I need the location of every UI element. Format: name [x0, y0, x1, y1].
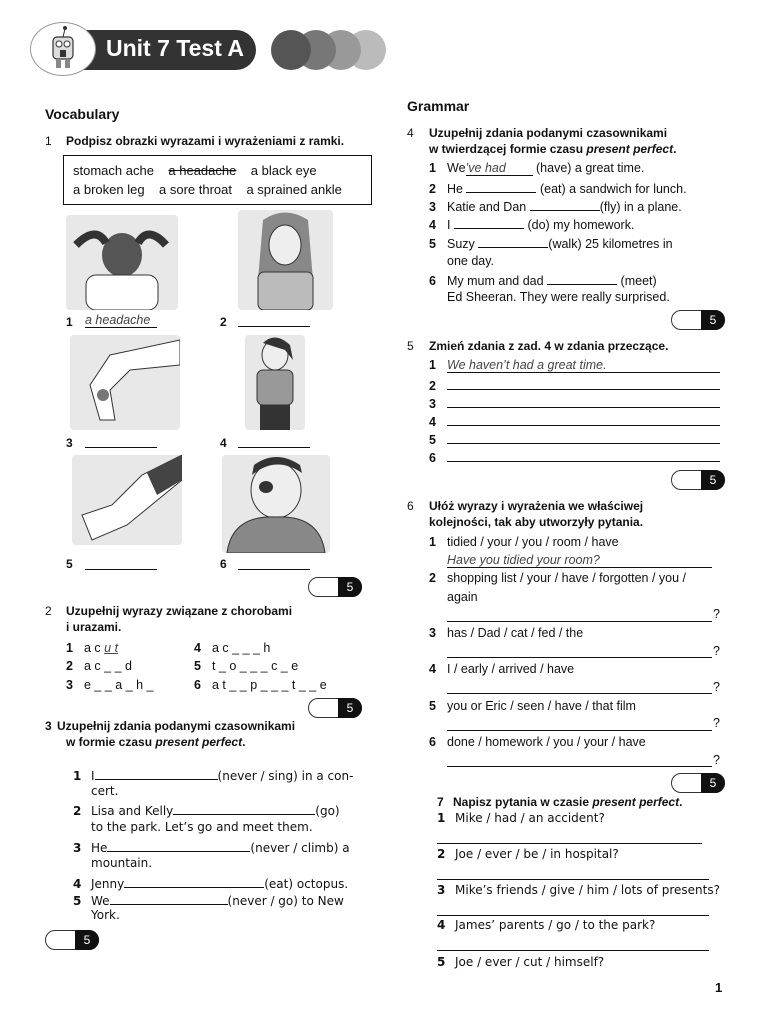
score-box-q5[interactable] — [671, 470, 725, 490]
answer-line[interactable] — [437, 843, 702, 844]
q2-item-4 — [194, 641, 270, 655]
q6-item-6 — [429, 735, 646, 749]
q3-text: (go) — [315, 804, 340, 818]
answer-line[interactable] — [447, 621, 712, 622]
q3-item-1-cont: cert. — [91, 784, 119, 798]
q4-item-3 — [429, 198, 682, 214]
q7-instruction — [437, 794, 682, 810]
q2-word-frame[interactable]: a t _ _ p _ _ _ t _ _ e — [212, 678, 327, 692]
header-decor-circle — [271, 30, 311, 70]
q3-text: Jenny — [91, 877, 125, 891]
score-box-q6[interactable] — [671, 773, 725, 793]
q5-item-4 — [429, 413, 720, 429]
q4-number: 4 — [407, 126, 414, 140]
score-max: 5 — [701, 470, 725, 490]
q7-words: Joe / ever / cut / himself? — [455, 955, 605, 969]
picture-label-1: 1 — [66, 315, 73, 329]
grammar-heading: Grammar — [407, 98, 470, 114]
item-number: 4 — [429, 415, 436, 429]
q6-item-5 — [429, 699, 636, 713]
q4-item-6 — [429, 272, 657, 288]
item-number: 2 — [73, 804, 82, 818]
q2-number: 2 — [45, 604, 52, 618]
q3-item-4 — [73, 875, 348, 891]
picture-label-6: 6 — [220, 557, 227, 571]
q3-text: (never / climb) a — [250, 841, 350, 855]
q7-item-4 — [437, 918, 655, 932]
q6-words: I / early / arrived / have — [447, 662, 575, 676]
q3-item-3-cont: mountain. — [91, 856, 153, 870]
q7-instruction-text: Napisz pytania w czasie — [453, 795, 593, 809]
vocabulary-heading: Vocabulary — [45, 106, 120, 122]
item-number: 2 — [429, 379, 436, 393]
q3-item-2-cont: to the park. Let’s go and meet them. — [91, 820, 313, 834]
q6-item-2-cont: again — [447, 590, 478, 604]
q1-instruction: Podpisz obrazki wyrazami i wyrażeniami z ramki. — [66, 134, 345, 148]
word-box-item: a black eye — [250, 163, 317, 178]
q4-item-1 — [429, 161, 644, 176]
answer-line[interactable] — [238, 326, 310, 327]
answer-line[interactable] — [530, 198, 600, 211]
q4-text: (do) my homework. — [527, 218, 635, 232]
answer-line[interactable] — [454, 216, 524, 229]
answer-line[interactable] — [547, 272, 617, 285]
q7-item-2 — [437, 847, 619, 861]
q2-example-answer: u t — [104, 641, 119, 655]
q3-tense: present perfect — [155, 735, 243, 749]
q5-item-6 — [429, 449, 720, 465]
word-box-row-1 — [73, 163, 317, 178]
unit-header-bar — [56, 30, 396, 70]
q5-item-5 — [429, 431, 720, 447]
answer-line[interactable] — [447, 693, 712, 694]
q4-text: He — [447, 182, 463, 196]
question-mark: ? — [713, 644, 720, 658]
q3-instruction-end: . — [242, 735, 246, 749]
q4-item-5-cont: one day. — [447, 254, 495, 268]
answer-line[interactable] — [238, 447, 310, 448]
item-number: 1 — [437, 811, 446, 825]
unit-title: Unit 7 Test A — [106, 35, 245, 61]
q4-text: We — [447, 161, 466, 175]
word-box-item: stomach ache — [73, 163, 154, 178]
q2-word-frame: a c — [84, 641, 105, 655]
q4-item-2 — [429, 180, 687, 196]
item-number: 2 — [429, 182, 436, 196]
q1-number: 1 — [45, 134, 52, 148]
q6-words: tidied / your / you / room / have — [447, 535, 619, 549]
picture-label-3: 3 — [66, 436, 73, 450]
answer-line[interactable] — [437, 915, 709, 916]
answer-line[interactable] — [466, 180, 536, 193]
q3-item-2 — [73, 802, 340, 818]
q4-item-6-cont: Ed Sheeran. They were really surprised. — [447, 290, 670, 304]
q2-instruction — [66, 603, 292, 635]
q7-words: Mike’s friends / give / him / lots of presents? — [455, 883, 720, 897]
q5-item-2 — [429, 377, 720, 393]
answer-line[interactable] — [173, 802, 315, 815]
q5-instruction: Zmień zdania z zad. 4 w zdania przeczące. — [429, 339, 669, 353]
q5-example-answer: We haven’t had a great time. — [447, 358, 720, 373]
page-number: 1 — [715, 980, 723, 995]
item-number: 5 — [429, 237, 436, 251]
answer-line[interactable] — [107, 839, 250, 852]
answer-line[interactable] — [95, 767, 218, 780]
item-number: 6 — [429, 451, 436, 465]
picture-label-5: 5 — [66, 557, 73, 571]
q3-item-5-cont: York. — [91, 908, 120, 922]
q3-text: (never / sing) in a con- — [217, 769, 354, 783]
q2-word-frame[interactable]: a c _ _ _ h — [212, 641, 271, 655]
answer-line[interactable] — [478, 235, 548, 248]
word-box-item-used: a headache — [168, 163, 237, 178]
q6-item-3 — [429, 626, 583, 640]
q4-item-5 — [429, 235, 673, 251]
q4-text: I — [447, 218, 451, 232]
picture-black-eye — [222, 455, 330, 553]
item-number: 4 — [194, 641, 201, 655]
answer-line[interactable] — [447, 449, 720, 462]
q3-text: We — [91, 894, 110, 908]
q6-instruction-line-2: kolejności, tak aby utworzyły pytania. — [429, 515, 644, 529]
q2-item-2 — [66, 659, 132, 673]
item-number: 4 — [429, 218, 436, 232]
q2-instruction-line-1: Uzupełnij wyrazy związane z chorobami — [66, 604, 293, 618]
q3-item-3 — [73, 839, 350, 855]
q4-text: Suzy — [447, 237, 475, 251]
q3-text: He — [91, 841, 108, 855]
item-number: 3 — [66, 678, 73, 692]
item-number: 5 — [429, 699, 436, 713]
word-box-item: a broken leg — [73, 182, 145, 197]
score-max: 5 — [338, 577, 362, 597]
q2-item-5 — [194, 659, 298, 673]
q4-instruction-line-1: Uzupełnij zdania podanymi czasownikami — [429, 126, 668, 140]
item-number: 4 — [437, 918, 446, 932]
score-box-q2[interactable] — [308, 698, 362, 718]
q6-example-answer: Have you tidied your room? — [447, 553, 712, 568]
q6-words: you or Eric / seen / have / that film — [447, 699, 636, 713]
q4-instruction — [429, 125, 676, 157]
q6-instruction-line-1: Ułóż wyrazy i wyrażenia we właściwej — [429, 499, 644, 513]
score-box-q4[interactable] — [671, 310, 725, 330]
item-number: 1 — [429, 535, 436, 549]
item-number: 3 — [437, 883, 446, 897]
q5-item-1 — [429, 358, 720, 373]
item-number: 6 — [429, 274, 436, 288]
q7-item-3 — [437, 883, 720, 897]
q4-item-4 — [429, 216, 634, 232]
item-number: 6 — [429, 735, 436, 749]
q3-instruction-line-2: w formie czasu — [66, 735, 156, 749]
q7-item-1 — [437, 811, 605, 825]
q6-item-4 — [429, 662, 574, 676]
answer-line[interactable] — [447, 766, 712, 767]
picture-sprained-ankle — [72, 455, 182, 545]
item-number: 2 — [437, 847, 446, 861]
q6-instruction — [429, 498, 643, 530]
q2-item-6 — [194, 678, 327, 692]
q3-instruction — [57, 718, 295, 750]
item-number: 5 — [194, 659, 201, 673]
q2-word-frame[interactable]: a c _ _ d — [84, 659, 132, 673]
word-box-row-2 — [73, 182, 342, 197]
question-mark: ? — [713, 607, 720, 621]
q4-instruction-line-2: w twierdzącej formie czasu — [429, 142, 587, 156]
item-number: 5 — [429, 433, 436, 447]
word-box-item: a sore throat — [159, 182, 233, 197]
item-number: 3 — [73, 841, 82, 855]
q3-text: I — [91, 769, 95, 783]
q2-item-3 — [66, 678, 154, 692]
q7-item-5 — [437, 955, 604, 969]
q2-instruction-line-2: i urazami. — [66, 620, 122, 634]
picture-stomach-ache — [245, 335, 305, 430]
answer-line[interactable] — [447, 377, 720, 390]
q6-item-2 — [429, 571, 686, 585]
picture-label-2: 2 — [220, 315, 227, 329]
q6-number: 6 — [407, 499, 414, 513]
answer-line[interactable] — [437, 950, 709, 951]
question-mark: ? — [713, 753, 720, 767]
q4-text: (fly) in a plane. — [599, 200, 682, 214]
q5-number: 5 — [407, 339, 414, 353]
q4-tense: present perfect — [586, 142, 674, 156]
item-number: 5 — [73, 894, 82, 908]
q4-text: Katie and Dan — [447, 200, 527, 214]
item-number: 1 — [73, 769, 82, 783]
item-number: 3 — [429, 200, 436, 214]
q3-text: (never / go) to New — [227, 894, 344, 908]
q7-tense: present perfect — [592, 795, 680, 809]
q7-words: James’ parents / go / to the park? — [455, 918, 656, 932]
q4-text: (meet) — [620, 274, 657, 288]
q3-text: Lisa and Kelly — [91, 804, 174, 818]
answer-line[interactable] — [447, 413, 720, 426]
score-max: 5 — [338, 698, 362, 718]
q3-number: 3 — [45, 719, 52, 733]
answer-line[interactable] — [85, 447, 157, 448]
answer-line[interactable] — [238, 569, 310, 570]
picture-broken-leg — [70, 335, 180, 430]
q5-item-3 — [429, 395, 720, 411]
q4-text: My mum and dad — [447, 274, 544, 288]
item-number: 5 — [437, 955, 446, 969]
item-number: 1 — [429, 358, 436, 372]
q3-item-5 — [73, 892, 344, 908]
q1-example-answer: a headache — [85, 313, 157, 328]
q3-item-1 — [73, 767, 353, 783]
picture-label-4: 4 — [220, 436, 227, 450]
answer-line[interactable] — [124, 875, 264, 888]
q3-text: (eat) octopus. — [264, 877, 349, 891]
item-number: 6 — [194, 678, 201, 692]
q7-instruction-end: . — [679, 795, 683, 809]
q2-word-frame[interactable]: e _ _ a _ h _ — [84, 678, 154, 692]
q4-instruction-end: . — [673, 142, 677, 156]
score-max: 5 — [701, 773, 725, 793]
item-number: 2 — [429, 571, 436, 585]
word-box-item: a sprained ankle — [246, 182, 342, 197]
q2-item-1 — [66, 641, 118, 655]
question-mark: ? — [713, 716, 720, 730]
q7-words: Joe / ever / be / in hospital? — [455, 847, 619, 861]
item-number: 1 — [66, 641, 73, 655]
item-number: 2 — [66, 659, 73, 673]
question-mark: ? — [713, 680, 720, 694]
picture-sore-throat — [238, 210, 333, 310]
q6-words: has / Dad / cat / fed / the — [447, 626, 584, 640]
q6-words: shopping list / your / have / forgotten / you / — [447, 571, 687, 585]
item-number: 1 — [429, 161, 436, 175]
answer-line[interactable] — [85, 569, 157, 570]
item-number: 4 — [429, 662, 436, 676]
q4-example-answer: ’ve had — [466, 161, 533, 176]
answer-line[interactable] — [447, 657, 712, 658]
q7-number: 7 — [437, 795, 444, 809]
item-number: 3 — [429, 626, 436, 640]
item-number: 4 — [73, 877, 82, 891]
answer-line[interactable] — [437, 879, 709, 880]
score-box-q3[interactable] — [45, 930, 99, 950]
q4-text: (walk) 25 kilometres in — [548, 237, 673, 251]
score-box-q1[interactable] — [308, 577, 362, 597]
score-max: 5 — [701, 310, 725, 330]
q4-text: (have) a great time. — [536, 161, 645, 175]
answer-line[interactable] — [447, 395, 720, 408]
score-max: 5 — [75, 930, 99, 950]
q6-words: done / homework / you / your / have — [447, 735, 646, 749]
picture-headache — [66, 215, 178, 310]
q2-word-frame[interactable]: t _ o _ _ _ c _ e — [212, 659, 299, 673]
q4-text: (eat) a sandwich for lunch. — [539, 182, 687, 196]
mascot-logo — [30, 22, 96, 76]
item-number: 3 — [429, 397, 436, 411]
answer-line[interactable] — [110, 892, 228, 905]
q3-instruction-line-1: Uzupełnij zdania podanymi czasownikami — [57, 719, 296, 733]
answer-line[interactable] — [447, 431, 720, 444]
q6-item-1 — [429, 535, 619, 549]
answer-line[interactable] — [447, 730, 712, 731]
q7-words: Mike / had / an accident? — [455, 811, 605, 825]
